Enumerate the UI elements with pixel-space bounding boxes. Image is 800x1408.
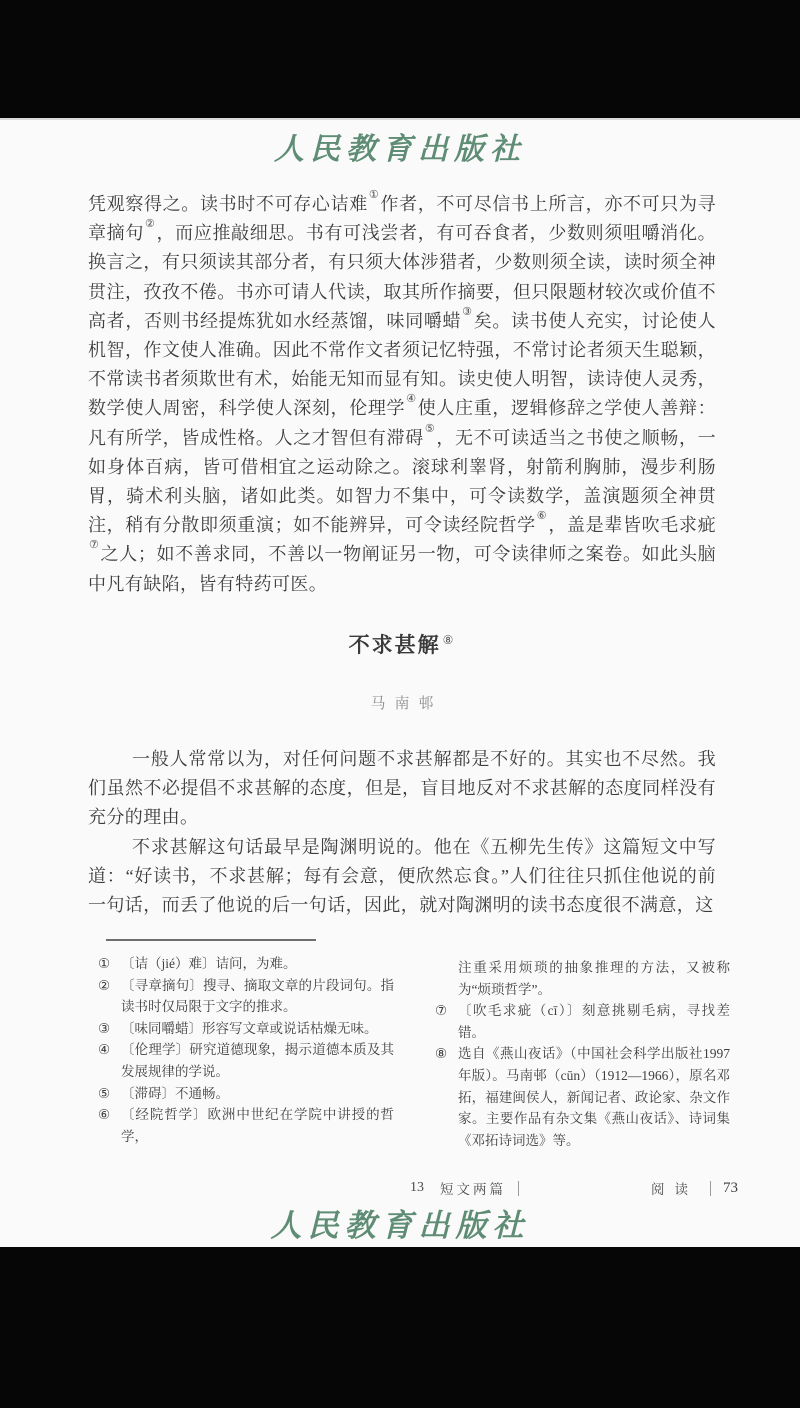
footnote-item [435, 957, 730, 1000]
footnote-marker: ⑥ [98, 1107, 111, 1123]
footnote-text: 〔寻章摘句〕搜寻、摘取文章的片段词句。指读书时仅局限于文字的推求。 [121, 977, 394, 1015]
article-author: 马南邨 [370, 696, 443, 712]
publisher-logo-bottom: 人民教育出版社 [270, 1208, 530, 1243]
footnote-marker: ① [98, 956, 111, 971]
footnote-text: 〔诘（jié）难〕诘问，为难。 [121, 956, 297, 971]
footnote-text: 注重采用烦琐的抽象推理的方法，又被称为“烦琐哲学”。 [458, 960, 730, 997]
footnote-marker: ⑦ [435, 1003, 448, 1019]
article-title-text: 不求甚解 [348, 634, 441, 657]
title-footnote-ref: ⑧ [442, 633, 456, 647]
footnote-separator-rule [106, 939, 316, 941]
footnote-text: 〔滞碍〕不通畅。 [121, 1085, 229, 1101]
article-body [88, 745, 716, 920]
footnote-column-left [98, 953, 394, 1147]
footnote-ref: ⑤ [424, 422, 436, 435]
top-letterbox [0, 0, 800, 118]
page-number: 73 [723, 1179, 738, 1196]
footnote-text: 〔吹毛求疵（cī）〕刻意挑剔毛病，寻找差错。 [458, 1003, 730, 1040]
footnote-marker: ⑤ [98, 1085, 111, 1101]
body-text-continuation: 凭观察得之。读书时不可存心诘难①作者，不可尽信书上所言，亦不可只为寻章摘句②，而应推敲细思。书有可浅尝者，有可吞食者，少数则须咀嚼消化。换言之，有只须读其部分者，有只须大体涉猎者，少数则须全读，读时须全神贯注，孜孜不倦。书亦可请人代读，取其所作摘要，但只限题材较次或价值不高者，否则书经提炼犹如水经蒸馏，味同嚼蜡③矣。读书使人充实，讨论使人机智，作文使人准确。因此不常作文者须记忆特强，不常讨论者须天生聪颖，不常读书者须欺世有术，始能无知而显有知。读史使人明智，读诗使人灵秀，数学使人周密，科学使人深刻，伦理学④使人庄重，逻辑修辞之学使人善辩：凡有所学，皆成性格。人之才智但有滞碍⑤，无不可读适当之书使之顺畅，一如身体百病，皆可借相宜之运动除之。滚球利睾肾，射箭利胸肺，漫步利肠胃，骑术利头脑，诸如此类。如智力不集中，可令读数学，盖演题须全神贯注，稍有分散即须重演；如不能辨异，可令读经院哲学⑥，盖是辈皆吹毛求疵⑦之人；如不善求同，不善以一物阐证另一物，可令读律师之案卷。如此头脑中凡有缺陷，皆有特药可医。 [88, 189, 717, 594]
footnote-item [98, 975, 394, 1018]
footnote-ref: ⑦ [89, 539, 100, 552]
footer-divider-bar [710, 1181, 711, 1196]
footnote-ref: ② [144, 218, 156, 231]
footnote-item [435, 1043, 730, 1151]
footnote-ref: ① [368, 189, 380, 201]
page-footer [0, 1178, 800, 1202]
footnote-text: 选自《燕山夜话》（中国社会科学出版社1997年版）。马南邨（cūn）（1912—1966），原名邓拓，福建闽侯人，新闻记者、政论家、杂文作家。主要作品有杂文集《燕山夜话》、诗词集《邓拓诗词选》等。 [458, 1046, 730, 1148]
footer-section-group [641, 1178, 738, 1198]
footnote-item [98, 1083, 394, 1105]
footnote-item [98, 953, 394, 975]
footnote-column-right [435, 957, 730, 1151]
footer-divider-bar [518, 1181, 519, 1196]
footnote-marker: ③ [98, 1020, 111, 1036]
footnote-marker: ⑧ [435, 1046, 448, 1062]
section-label: 阅读 [651, 1182, 698, 1197]
footnote-ref: ⑥ [536, 510, 548, 523]
footer-lesson-group [410, 1178, 531, 1198]
article-title [88, 629, 716, 659]
footnote-text: 〔经院哲学〕欧洲中世纪在学院中讲授的哲学， [121, 1107, 394, 1144]
article-paragraph: 一般人常常以为，对任何问题不求甚解都是不好的。其实也不尽然。我们虽然不必提倡不求甚解的态度，但是，盲目地反对不求甚解的态度同样没有充分的理由。 [88, 749, 716, 828]
footnote-text: 〔伦理学〕研究道德现象，揭示道德本质及其发展规律的学说。 [121, 1042, 394, 1079]
footnote-item [98, 1039, 394, 1082]
article-paragraph: 不求甚解这句话最早是陶渊明说的。他在《五柳先生传》这篇短文中写道：“好读书，不求甚解；每有会意，便欣然忘食。”人们往往只抓住他说的前一句话，而丢了他说的后一句话，因此，就对陶渊明的读书态度很不满意，这 [88, 836, 716, 916]
footnote-marker: ④ [98, 1042, 111, 1058]
footnote-item [98, 1104, 394, 1147]
footnote-text: 〔味同嚼蜡〕形容写文章或说话枯燥无味。 [121, 1020, 378, 1036]
footnote-item [435, 1000, 730, 1043]
textbook-page [0, 118, 800, 1247]
publisher-logo-top: 人民教育出版社 [274, 133, 526, 166]
lesson-number: 13 [410, 1180, 424, 1195]
footnote-ref: ④ [406, 393, 417, 406]
footnote-ref: ③ [462, 305, 473, 318]
lesson-title: 短文两篇 [440, 1182, 506, 1197]
bottom-letterbox [0, 1247, 800, 1408]
footnote-marker: ② [98, 977, 111, 993]
footnote-item [98, 1018, 394, 1040]
